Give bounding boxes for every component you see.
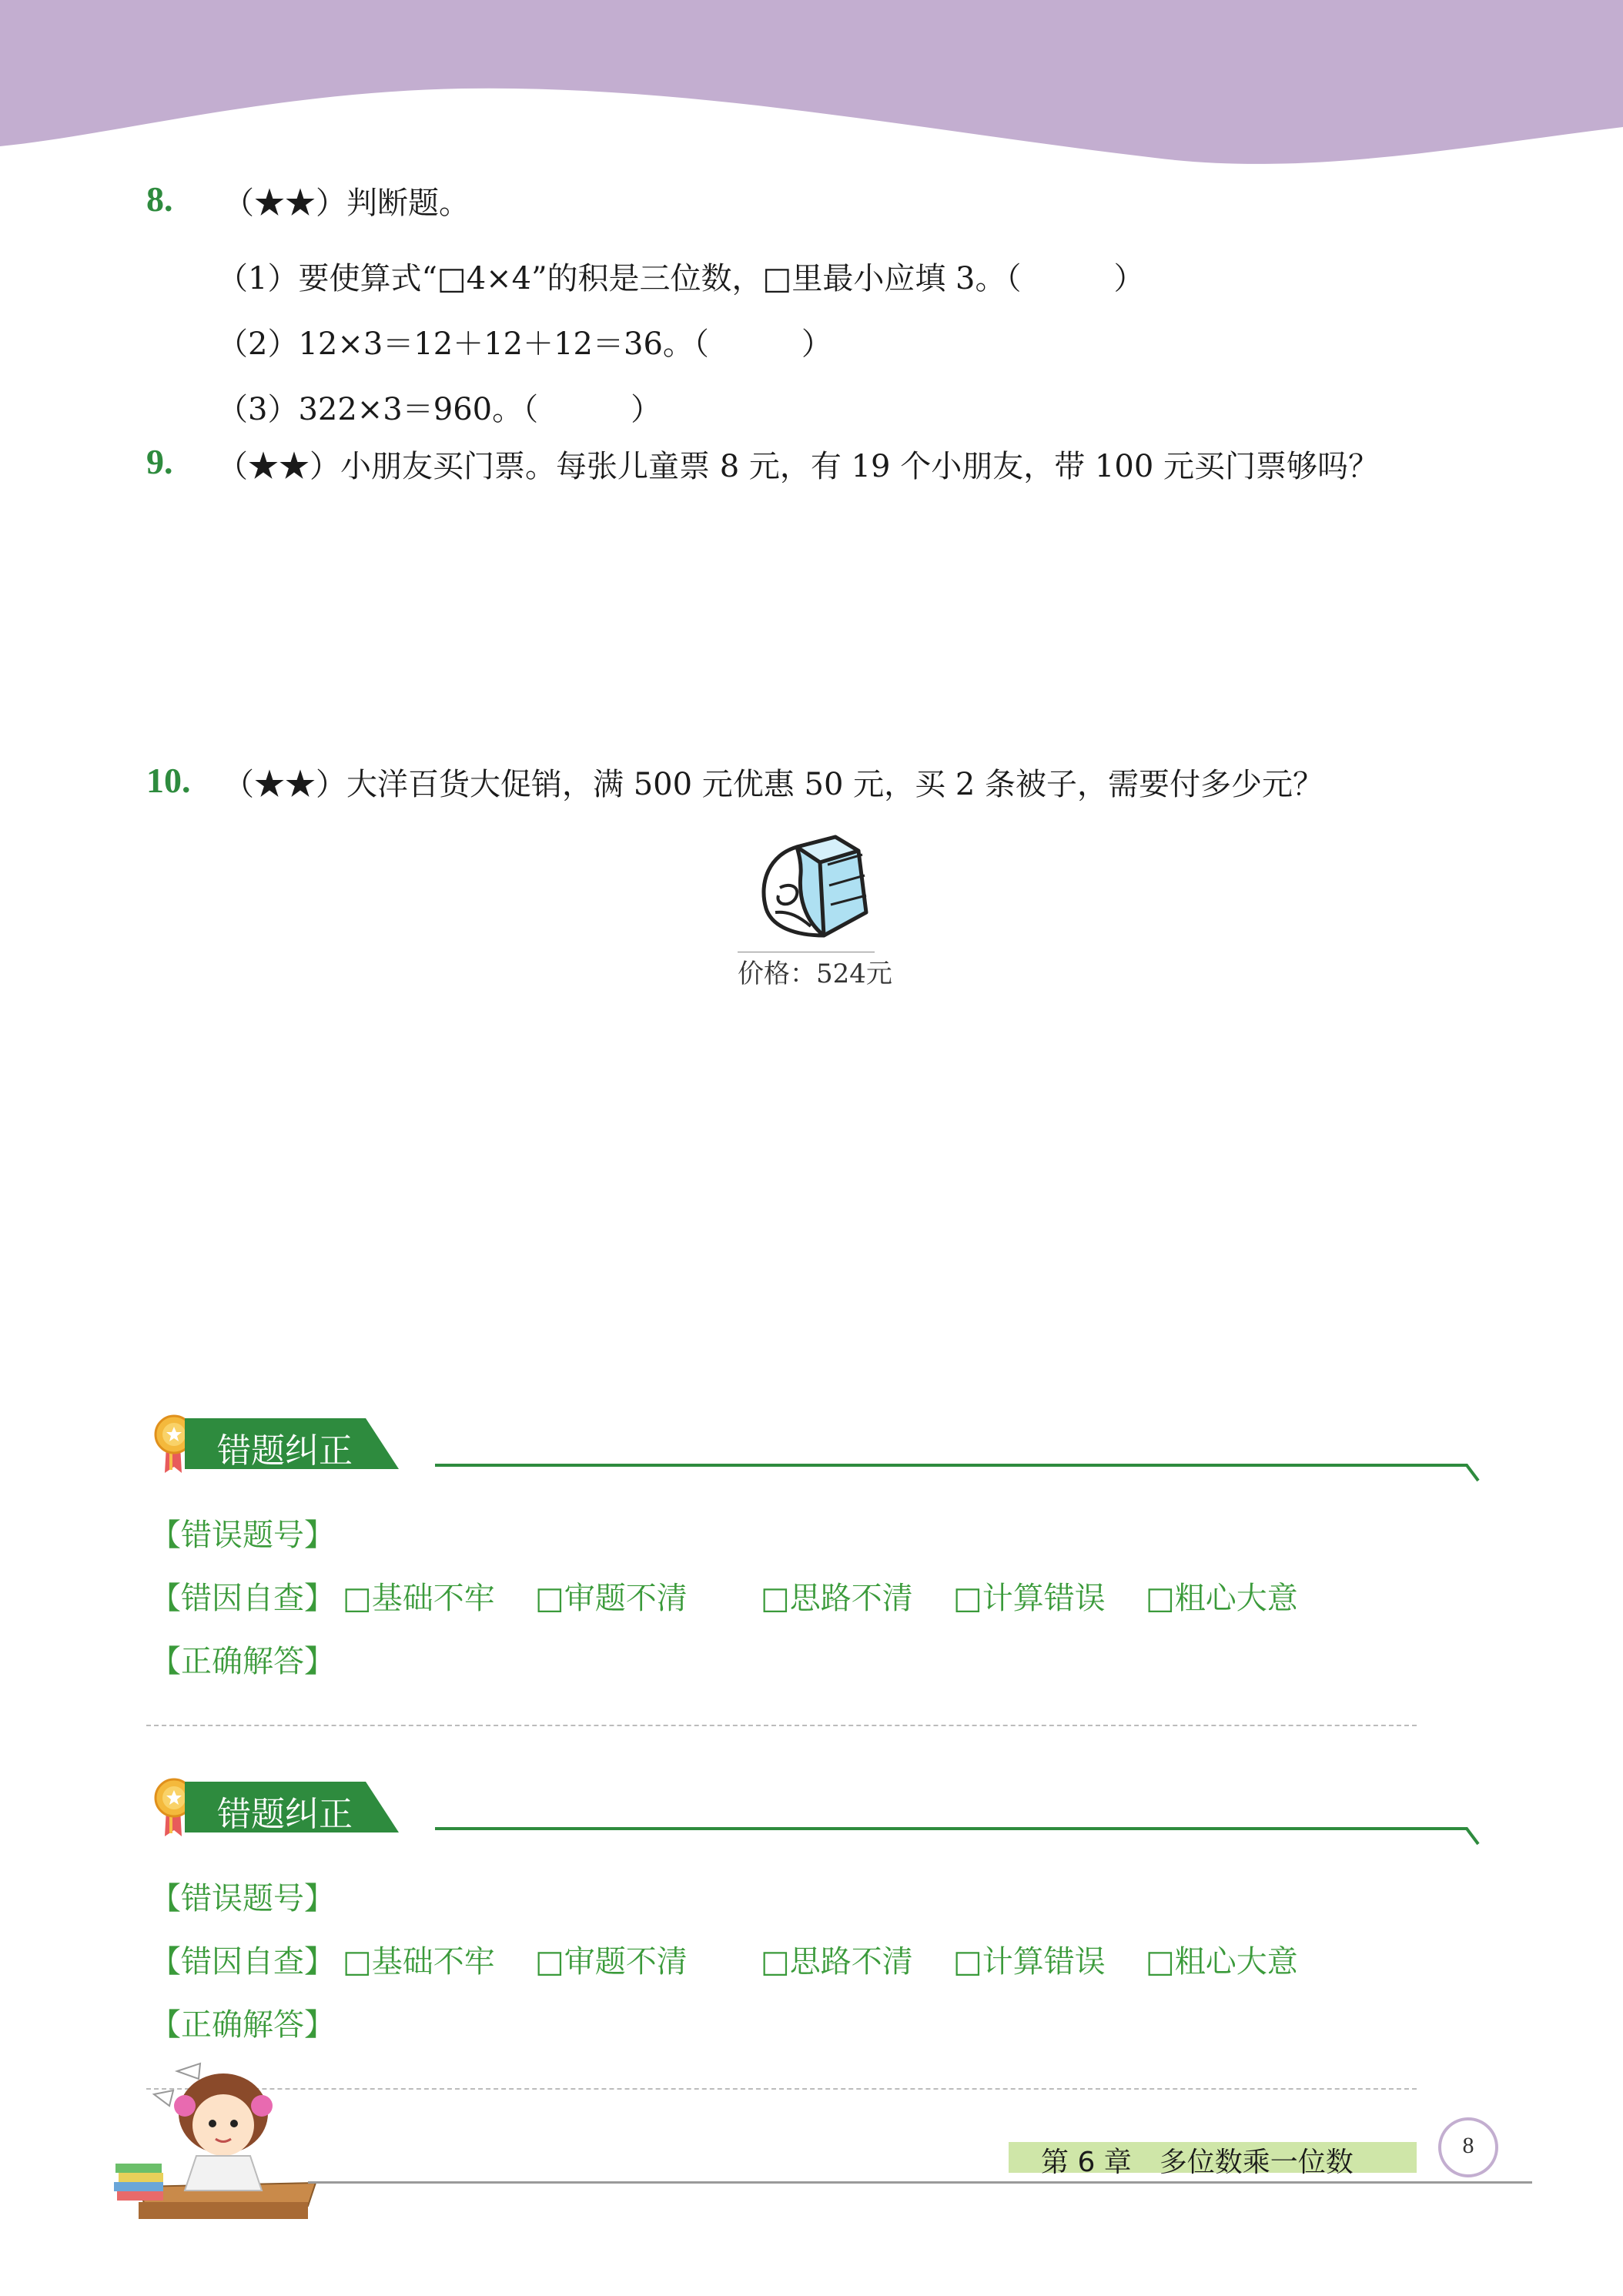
q10-number: 10. bbox=[146, 761, 191, 800]
answer-label: 【正确解答】 bbox=[150, 1644, 335, 1679]
section-title: 错题纠正 bbox=[217, 1431, 353, 1471]
answer-label: 【正确解答】 bbox=[150, 2007, 335, 2043]
page-number: 8 bbox=[1462, 2133, 1474, 2158]
section-rule bbox=[435, 1459, 1482, 1490]
cause-label: 【错因自查】 bbox=[150, 1944, 335, 1980]
section-rule bbox=[435, 1822, 1482, 1853]
cause-checkbox[interactable]: □基础不牢 bbox=[343, 1581, 495, 1616]
divider bbox=[146, 1725, 1417, 1726]
folded-quilt-illustration bbox=[751, 828, 882, 951]
chapter-title: 第 6 章 多位数乘一位数 bbox=[1041, 2147, 1354, 2178]
error-number-label: 【错误题号】 bbox=[150, 1518, 335, 1553]
q8-item-3: （3）322×3＝960。（ ） bbox=[217, 392, 662, 427]
cause-checkbox[interactable]: □审题不清 bbox=[535, 1944, 688, 1980]
q8-text: （★★）判断题。 bbox=[223, 186, 470, 221]
section-title: 错题纠正 bbox=[217, 1795, 353, 1834]
cause-checkbox[interactable]: □思路不清 bbox=[761, 1944, 913, 1980]
q10-text: （★★）大洋百货大促销，满 500 元优惠 50 元，买 2 条被子，需要付多少元？ bbox=[223, 767, 1323, 802]
cause-checkbox[interactable]: □计算错误 bbox=[953, 1944, 1106, 1980]
cause-checkbox[interactable]: □粗心大意 bbox=[1146, 1581, 1298, 1616]
cause-checkbox[interactable]: □思路不清 bbox=[761, 1581, 913, 1616]
footer-rule bbox=[308, 2181, 1532, 2184]
cause-checkbox[interactable]: □粗心大意 bbox=[1146, 1944, 1298, 1980]
price-label: 价格：524元 bbox=[738, 959, 892, 989]
divider bbox=[146, 2088, 1417, 2090]
girl-reading-illustration bbox=[108, 2048, 331, 2225]
error-number-label: 【错误题号】 bbox=[150, 1881, 335, 1916]
cause-checkbox[interactable]: □审题不清 bbox=[535, 1581, 688, 1616]
cause-checkbox[interactable]: □基础不牢 bbox=[343, 1944, 495, 1980]
q8-item-2: （2）12×3＝12＋12＋12＝36。（ ） bbox=[217, 326, 832, 362]
q9-text: （★★）小朋友买门票。每张儿童票 8 元，有 19 个小朋友，带 100 元买门票够吗？ bbox=[217, 449, 1379, 484]
cause-checkbox[interactable]: □计算错误 bbox=[953, 1581, 1106, 1616]
cause-label: 【错因自查】 bbox=[150, 1581, 335, 1616]
q8-item-1: （1）要使算式“□4×4”的积是三位数，□里最小应填 3。（ ） bbox=[217, 261, 1145, 296]
q8-number: 8. bbox=[146, 179, 173, 219]
header-wave bbox=[0, 0, 1623, 177]
q9-number: 9. bbox=[146, 442, 173, 481]
